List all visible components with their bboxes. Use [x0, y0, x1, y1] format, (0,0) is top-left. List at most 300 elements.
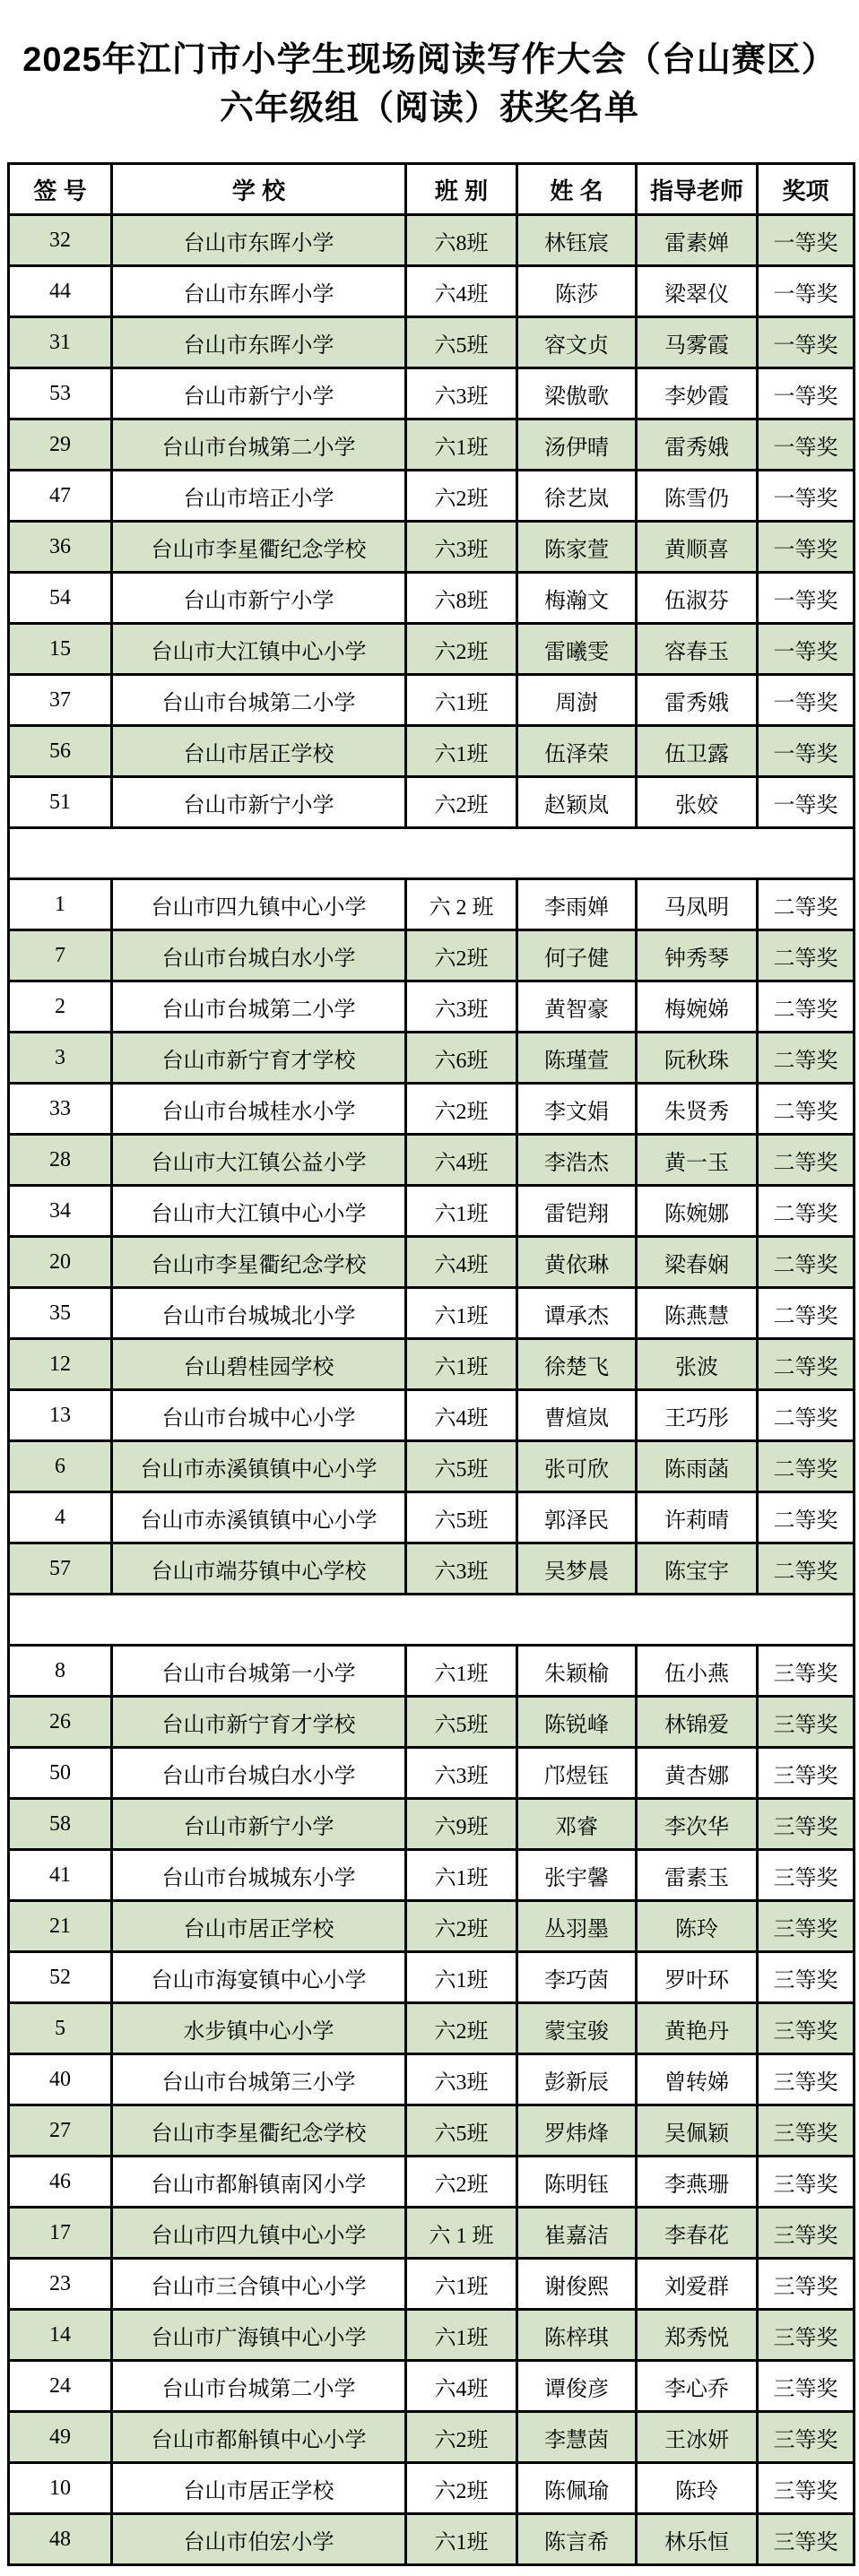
cell-sign-number: 50	[9, 1748, 112, 1799]
cell-name: 李雨婵	[517, 879, 637, 930]
cell-teacher: 王冰妍	[637, 2412, 758, 2463]
cell-teacher: 黄顺喜	[637, 522, 758, 573]
cell-teacher: 吴佩颖	[637, 2105, 758, 2157]
cell-school: 台山市新宁育才学校	[112, 1697, 406, 1748]
table-row	[9, 317, 855, 368]
table-row	[9, 2463, 855, 2514]
cell-name: 陈锐峰	[517, 1697, 637, 1748]
cell-sign-number: 6	[9, 1441, 112, 1492]
cell-name: 谢俊熙	[517, 2259, 637, 2310]
cell-award: 二等奖	[758, 1135, 855, 1186]
cell-school: 台山市李星衢纪念学校	[112, 2105, 406, 2157]
cell-name: 梁傲歌	[517, 368, 637, 419]
cell-award: 一等奖	[758, 777, 855, 828]
cell-award: 一等奖	[758, 471, 855, 522]
cell-award: 三等奖	[758, 1952, 855, 2003]
cell-name: 李浩杰	[517, 1135, 637, 1186]
cell-award: 一等奖	[758, 419, 855, 471]
table-row	[9, 2105, 855, 2157]
header-class: 班 别	[406, 164, 517, 215]
separator-row	[9, 1595, 855, 1646]
cell-award: 三等奖	[758, 1697, 855, 1748]
cell-school: 台山市海宴镇中心小学	[112, 1952, 406, 2003]
cell-class: 六2班	[406, 2003, 517, 2054]
cell-teacher: 黄一玉	[637, 1135, 758, 1186]
cell-award: 三等奖	[758, 1748, 855, 1799]
cell-sign-number: 15	[9, 624, 112, 675]
table-row	[9, 419, 855, 471]
cell-teacher: 黄艳丹	[637, 2003, 758, 2054]
cell-name: 崔嘉洁	[517, 2208, 637, 2259]
cell-teacher: 许莉晴	[637, 1492, 758, 1543]
cell-school: 台山市东晖小学	[112, 317, 406, 368]
cell-class: 六1班	[406, 1339, 517, 1390]
cell-sign-number: 17	[9, 2208, 112, 2259]
cell-sign-number: 33	[9, 1084, 112, 1135]
cell-sign-number: 58	[9, 1799, 112, 1850]
table-row	[9, 1492, 855, 1543]
cell-school: 台山市居正学校	[112, 2463, 406, 2514]
cell-award: 三等奖	[758, 1799, 855, 1850]
cell-name: 周澍	[517, 675, 637, 726]
cell-sign-number: 36	[9, 522, 112, 573]
cell-school: 台山市四九镇中心小学	[112, 2208, 406, 2259]
cell-school: 台山市四九镇中心小学	[112, 879, 406, 930]
cell-sign-number: 56	[9, 726, 112, 777]
cell-school: 台山市都斛镇南冈小学	[112, 2157, 406, 2208]
cell-award: 三等奖	[758, 2514, 855, 2565]
cell-school: 台山市台城第二小学	[112, 419, 406, 471]
cell-sign-number: 8	[9, 1646, 112, 1697]
cell-school: 台山市伯宏小学	[112, 2514, 406, 2565]
cell-name: 李巧茵	[517, 1952, 637, 2003]
cell-school: 台山市台城白水小学	[112, 1748, 406, 1799]
cell-class: 六1班	[406, 726, 517, 777]
cell-name: 陈梓琪	[517, 2310, 637, 2361]
cell-sign-number: 12	[9, 1339, 112, 1390]
cell-name: 邝煜钰	[517, 1748, 637, 1799]
cell-class: 六6班	[406, 1033, 517, 1084]
cell-teacher: 陈玲	[637, 2463, 758, 2514]
cell-sign-number: 34	[9, 1186, 112, 1237]
cell-teacher: 伍卫露	[637, 726, 758, 777]
cell-award: 二等奖	[758, 1237, 855, 1288]
cell-sign-number: 54	[9, 573, 112, 624]
cell-school: 台山市台城第一小学	[112, 1646, 406, 1697]
cell-teacher: 李心乔	[637, 2361, 758, 2412]
cell-award: 二等奖	[758, 1084, 855, 1135]
cell-sign-number: 51	[9, 777, 112, 828]
separator-row	[9, 828, 855, 879]
cell-school: 台山市大江镇公益小学	[112, 1135, 406, 1186]
cell-sign-number: 41	[9, 1850, 112, 1901]
header-teacher: 指导老师	[637, 164, 758, 215]
table-row	[9, 1237, 855, 1288]
cell-teacher: 黄杏娜	[637, 1748, 758, 1799]
cell-class: 六2班	[406, 2463, 517, 2514]
page-title	[0, 0, 859, 133]
cell-name: 李慧茵	[517, 2412, 637, 2463]
cell-award: 二等奖	[758, 1033, 855, 1084]
cell-sign-number: 24	[9, 2361, 112, 2412]
cell-class: 六1班	[406, 1646, 517, 1697]
cell-award: 一等奖	[758, 726, 855, 777]
table-row	[9, 266, 855, 317]
cell-name: 陈瑾萱	[517, 1033, 637, 1084]
cell-class: 六3班	[406, 1748, 517, 1799]
table-row	[9, 1339, 855, 1390]
cell-teacher: 曾转娣	[637, 2054, 758, 2105]
cell-teacher: 马雾霞	[637, 317, 758, 368]
cell-sign-number: 29	[9, 419, 112, 471]
table-row	[9, 1799, 855, 1850]
cell-class: 六1班	[406, 2259, 517, 2310]
cell-school: 台山市新宁小学	[112, 368, 406, 419]
cell-name: 丛羽墨	[517, 1901, 637, 1952]
cell-class: 六2班	[406, 2157, 517, 2208]
cell-sign-number: 23	[9, 2259, 112, 2310]
cell-school: 台山市新宁小学	[112, 777, 406, 828]
cell-sign-number: 53	[9, 368, 112, 419]
table-row	[9, 522, 855, 573]
cell-teacher: 张姣	[637, 777, 758, 828]
cell-award: 一等奖	[758, 522, 855, 573]
cell-award: 一等奖	[758, 368, 855, 419]
cell-award: 三等奖	[758, 2463, 855, 2514]
table-row	[9, 368, 855, 419]
cell-teacher: 陈燕慧	[637, 1288, 758, 1339]
table-row	[9, 981, 855, 1033]
table-row	[9, 2054, 855, 2105]
cell-teacher: 雷秀娥	[637, 419, 758, 471]
cell-award: 一等奖	[758, 573, 855, 624]
table-row	[9, 1901, 855, 1952]
cell-school: 台山市台城第二小学	[112, 2361, 406, 2412]
cell-award: 一等奖	[758, 215, 855, 266]
cell-teacher: 梅婉娣	[637, 981, 758, 1033]
cell-class: 六4班	[406, 2361, 517, 2412]
cell-sign-number: 35	[9, 1288, 112, 1339]
cell-sign-number: 5	[9, 2003, 112, 2054]
cell-school: 台山市大江镇中心小学	[112, 624, 406, 675]
cell-name: 赵颖岚	[517, 777, 637, 828]
header-sign-number: 签 号	[9, 164, 112, 215]
cell-school: 台山市台城城北小学	[112, 1288, 406, 1339]
cell-school: 台山市台城中心小学	[112, 1390, 406, 1441]
cell-sign-number: 49	[9, 2412, 112, 2463]
separator-cell	[9, 1595, 855, 1646]
cell-school: 台山市广海镇中心小学	[112, 2310, 406, 2361]
table-row	[9, 930, 855, 981]
cell-sign-number: 20	[9, 1237, 112, 1288]
cell-school: 台山市都斛镇中心小学	[112, 2412, 406, 2463]
cell-teacher: 陈婉娜	[637, 1186, 758, 1237]
cell-award: 三等奖	[758, 2310, 855, 2361]
separator-cell	[9, 828, 855, 879]
cell-teacher: 梁翠仪	[637, 266, 758, 317]
cell-name: 陈佩瑜	[517, 2463, 637, 2514]
cell-award: 二等奖	[758, 930, 855, 981]
table-row	[9, 624, 855, 675]
cell-teacher: 刘爱群	[637, 2259, 758, 2310]
cell-school: 台山碧桂园学校	[112, 1339, 406, 1390]
table-row	[9, 2412, 855, 2463]
cell-sign-number: 28	[9, 1135, 112, 1186]
cell-name: 陈家萱	[517, 522, 637, 573]
awards-table	[7, 162, 855, 2566]
cell-teacher: 林乐恒	[637, 2514, 758, 2565]
table-row	[9, 879, 855, 930]
cell-name: 谭承杰	[517, 1288, 637, 1339]
cell-sign-number: 13	[9, 1390, 112, 1441]
cell-teacher: 伍小燕	[637, 1646, 758, 1697]
cell-teacher: 阮秋珠	[637, 1033, 758, 1084]
table-row	[9, 215, 855, 266]
cell-sign-number: 47	[9, 471, 112, 522]
title-line1: 2025年江门市小学生现场阅读写作大会（台山赛区）	[22, 41, 837, 79]
cell-sign-number: 2	[9, 981, 112, 1033]
cell-sign-number: 48	[9, 2514, 112, 2565]
cell-school: 台山市台城城东小学	[112, 1850, 406, 1901]
cell-teacher: 李燕珊	[637, 2157, 758, 2208]
cell-name: 雷铠翔	[517, 1186, 637, 1237]
cell-award: 一等奖	[758, 317, 855, 368]
cell-class: 六3班	[406, 1543, 517, 1595]
table-row	[9, 2361, 855, 2412]
cell-name: 林钰宸	[517, 215, 637, 266]
cell-teacher: 陈雨菡	[637, 1441, 758, 1492]
table-row	[9, 1186, 855, 1237]
cell-school: 台山市大江镇中心小学	[112, 1186, 406, 1237]
cell-teacher: 钟秀琴	[637, 930, 758, 981]
cell-teacher: 罗叶环	[637, 1952, 758, 2003]
table-row	[9, 2259, 855, 2310]
cell-award: 二等奖	[758, 1186, 855, 1237]
cell-teacher: 朱贤秀	[637, 1084, 758, 1135]
cell-class: 六2班	[406, 1084, 517, 1135]
cell-class: 六3班	[406, 2054, 517, 2105]
cell-sign-number: 32	[9, 215, 112, 266]
table-row	[9, 1952, 855, 2003]
cell-sign-number: 44	[9, 266, 112, 317]
cell-name: 伍泽荣	[517, 726, 637, 777]
table-row	[9, 1748, 855, 1799]
table-row	[9, 1084, 855, 1135]
cell-sign-number: 14	[9, 2310, 112, 2361]
cell-sign-number: 10	[9, 2463, 112, 2514]
cell-name: 汤伊晴	[517, 419, 637, 471]
cell-teacher: 伍淑芬	[637, 573, 758, 624]
cell-school: 台山市台城第三小学	[112, 2054, 406, 2105]
cell-teacher: 林锦爱	[637, 1697, 758, 1748]
cell-class: 六1班	[406, 1288, 517, 1339]
cell-award: 一等奖	[758, 624, 855, 675]
cell-sign-number: 37	[9, 675, 112, 726]
table-row	[9, 2514, 855, 2565]
cell-school: 台山市东晖小学	[112, 266, 406, 317]
cell-school: 台山市李星衢纪念学校	[112, 1237, 406, 1288]
cell-class: 六2班	[406, 471, 517, 522]
header-name: 姓 名	[517, 164, 637, 215]
cell-school: 台山市赤溪镇镇中心小学	[112, 1492, 406, 1543]
cell-name: 邓睿	[517, 1799, 637, 1850]
cell-class: 六1班	[406, 1850, 517, 1901]
cell-school: 台山市新宁小学	[112, 1799, 406, 1850]
cell-sign-number: 26	[9, 1697, 112, 1748]
cell-class: 六8班	[406, 215, 517, 266]
cell-award: 二等奖	[758, 1543, 855, 1595]
cell-school: 台山市台城白水小学	[112, 930, 406, 981]
cell-award: 二等奖	[758, 879, 855, 930]
cell-award: 一等奖	[758, 266, 855, 317]
cell-class: 六2班	[406, 2412, 517, 2463]
cell-award: 一等奖	[758, 675, 855, 726]
cell-teacher: 郑秀悦	[637, 2310, 758, 2361]
cell-sign-number: 27	[9, 2105, 112, 2157]
cell-award: 二等奖	[758, 981, 855, 1033]
cell-award: 三等奖	[758, 1646, 855, 1697]
cell-name: 蒙宝骏	[517, 2003, 637, 2054]
cell-award: 三等奖	[758, 1850, 855, 1901]
cell-award: 二等奖	[758, 1441, 855, 1492]
cell-teacher: 雷素玉	[637, 1850, 758, 1901]
cell-teacher: 容春玉	[637, 624, 758, 675]
cell-sign-number: 52	[9, 1952, 112, 2003]
cell-teacher: 李春花	[637, 2208, 758, 2259]
cell-teacher: 张波	[637, 1339, 758, 1390]
cell-sign-number: 40	[9, 2054, 112, 2105]
cell-class: 六2班	[406, 777, 517, 828]
cell-school: 台山市台城第二小学	[112, 981, 406, 1033]
cell-class: 六5班	[406, 2105, 517, 2157]
cell-name: 吴梦晨	[517, 1543, 637, 1595]
awards-table-body	[9, 215, 855, 2565]
cell-school: 台山市台城第二小学	[112, 675, 406, 726]
cell-teacher: 李妙霞	[637, 368, 758, 419]
table-row	[9, 1390, 855, 1441]
cell-class: 六3班	[406, 368, 517, 419]
cell-class: 六5班	[406, 1697, 517, 1748]
table-row	[9, 1288, 855, 1339]
header-school: 学 校	[112, 164, 406, 215]
cell-award: 二等奖	[758, 1339, 855, 1390]
table-row	[9, 777, 855, 828]
cell-name: 李文娟	[517, 1084, 637, 1135]
table-row	[9, 471, 855, 522]
cell-award: 二等奖	[758, 1390, 855, 1441]
header-row	[9, 164, 855, 215]
table-row	[9, 573, 855, 624]
cell-school: 台山市培正小学	[112, 471, 406, 522]
cell-award: 三等奖	[758, 2054, 855, 2105]
cell-sign-number: 1	[9, 879, 112, 930]
cell-award: 二等奖	[758, 1288, 855, 1339]
cell-sign-number: 3	[9, 1033, 112, 1084]
cell-class: 六3班	[406, 522, 517, 573]
cell-name: 徐艺岚	[517, 471, 637, 522]
table-row	[9, 1850, 855, 1901]
table-row	[9, 726, 855, 777]
header-award: 奖项	[758, 164, 855, 215]
cell-sign-number: 31	[9, 317, 112, 368]
cell-class: 六1班	[406, 419, 517, 471]
cell-class: 六5班	[406, 1441, 517, 1492]
cell-award: 三等奖	[758, 2412, 855, 2463]
cell-school: 台山市新宁育才学校	[112, 1033, 406, 1084]
cell-name: 徐楚飞	[517, 1339, 637, 1390]
cell-class: 六2班	[406, 930, 517, 981]
cell-class: 六8班	[406, 573, 517, 624]
cell-class: 六4班	[406, 1237, 517, 1288]
cell-school: 台山市居正学校	[112, 726, 406, 777]
cell-teacher: 王巧彤	[637, 1390, 758, 1441]
cell-school: 水步镇中心小学	[112, 2003, 406, 2054]
cell-name: 郭泽民	[517, 1492, 637, 1543]
cell-teacher: 李次华	[637, 1799, 758, 1850]
cell-teacher: 梁春娴	[637, 1237, 758, 1288]
cell-teacher: 陈宝宇	[637, 1543, 758, 1595]
cell-class: 六2班	[406, 1901, 517, 1952]
cell-class: 六4班	[406, 1135, 517, 1186]
cell-award: 三等奖	[758, 2003, 855, 2054]
cell-name: 张宇馨	[517, 1850, 637, 1901]
cell-award: 三等奖	[758, 1901, 855, 1952]
table-row	[9, 675, 855, 726]
cell-name: 彭新辰	[517, 2054, 637, 2105]
cell-award: 二等奖	[758, 1492, 855, 1543]
cell-class: 六4班	[406, 1390, 517, 1441]
cell-name: 陈莎	[517, 266, 637, 317]
cell-school: 台山市李星衢纪念学校	[112, 522, 406, 573]
cell-class: 六1班	[406, 1186, 517, 1237]
cell-class: 六4班	[406, 266, 517, 317]
table-row	[9, 1646, 855, 1697]
cell-teacher: 马凤明	[637, 879, 758, 930]
cell-class: 六1班	[406, 1952, 517, 2003]
cell-sign-number: 46	[9, 2157, 112, 2208]
cell-school: 台山市三合镇中心小学	[112, 2259, 406, 2310]
table-row	[9, 2157, 855, 2208]
cell-name: 梅瀚文	[517, 573, 637, 624]
cell-award: 三等奖	[758, 2208, 855, 2259]
cell-school: 台山市居正学校	[112, 1901, 406, 1952]
cell-sign-number: 21	[9, 1901, 112, 1952]
cell-award: 三等奖	[758, 2259, 855, 2310]
cell-school: 台山市端芬镇中心学校	[112, 1543, 406, 1595]
cell-name: 陈明钰	[517, 2157, 637, 2208]
cell-sign-number: 7	[9, 930, 112, 981]
cell-school: 台山市新宁小学	[112, 573, 406, 624]
cell-class: 六1班	[406, 2310, 517, 2361]
cell-name: 陈言希	[517, 2514, 637, 2565]
cell-school: 台山市赤溪镇镇中心小学	[112, 1441, 406, 1492]
table-row	[9, 1543, 855, 1595]
cell-class: 六 1 班	[406, 2208, 517, 2259]
cell-class: 六1班	[406, 2514, 517, 2565]
cell-class: 六9班	[406, 1799, 517, 1850]
cell-award: 三等奖	[758, 2157, 855, 2208]
cell-name: 黄智豪	[517, 981, 637, 1033]
cell-class: 六1班	[406, 675, 517, 726]
cell-school: 台山市台城桂水小学	[112, 1084, 406, 1135]
cell-name: 罗炜烽	[517, 2105, 637, 2157]
cell-teacher: 陈雪仍	[637, 471, 758, 522]
cell-class: 六3班	[406, 981, 517, 1033]
table-row	[9, 1697, 855, 1748]
table-row	[9, 2003, 855, 2054]
cell-name: 黄依琳	[517, 1237, 637, 1288]
cell-school: 台山市东晖小学	[112, 215, 406, 266]
